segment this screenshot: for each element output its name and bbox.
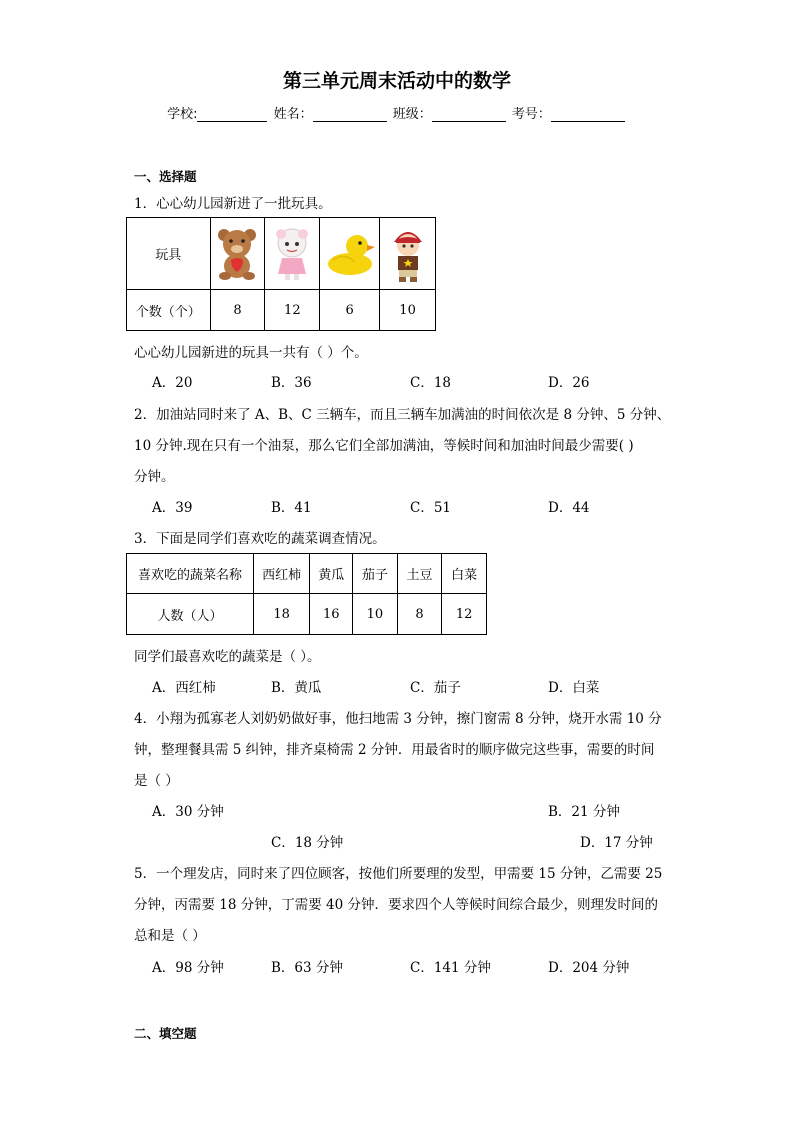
school-label: 学校:: [167, 107, 198, 122]
vegetable-name-cell: 土豆: [397, 554, 442, 594]
q2-option-a[interactable]: A．39: [152, 500, 193, 516]
exam-blank[interactable]: [551, 107, 625, 122]
exam-label: 考号：: [511, 107, 551, 122]
q3-question: 同学们最喜欢吃的蔬菜是（ ）。: [134, 649, 321, 665]
people-count-cell: 10: [353, 594, 398, 635]
q3-option-c[interactable]: C．茄子: [410, 680, 461, 696]
q1-option-d[interactable]: D．26: [548, 375, 590, 391]
toy-header-cell: 玩具: [127, 218, 211, 290]
toy-table: [126, 217, 436, 331]
name-blank[interactable]: [313, 107, 387, 122]
q1-option-a[interactable]: A．20: [152, 375, 193, 391]
q5-line-3: 总和是（ ）: [134, 928, 206, 944]
q1-question: 心心幼儿园新进的玩具一共有（ ）个。: [134, 345, 368, 361]
page-title: 第三单元周末活动中的数学: [282, 70, 511, 92]
q4-option-b[interactable]: B．21 分钟: [548, 804, 620, 820]
section-heading-choice: 一、选择题: [134, 169, 197, 184]
people-count-cell: 8: [397, 594, 442, 635]
q4-line-3: 是（ ）: [134, 773, 179, 789]
toy-cell: [380, 218, 436, 290]
count-cell: 12: [265, 290, 320, 331]
count-header-cell: 个数（个）: [127, 290, 211, 331]
q5-option-c[interactable]: C．141 分钟: [410, 960, 491, 976]
q2-option-d[interactable]: D．44: [548, 500, 590, 516]
q5-option-b[interactable]: B．63 分钟: [271, 960, 343, 976]
q5-option-d[interactable]: D．204 分钟: [548, 960, 630, 976]
people-count-cell: 18: [253, 594, 310, 635]
count-cell: 6: [320, 290, 380, 331]
sheep-doll-icon: [272, 226, 312, 282]
q4-line-1: 4．小翔为孤寡老人刘奶奶做好事，他扫地需 3 分钟，擦门窗需 8 分钟，烧开水需 10 分: [134, 711, 662, 727]
people-header-cell: 人数（人）: [127, 594, 254, 635]
q4-option-c[interactable]: C．18 分钟: [271, 835, 344, 851]
people-count-cell: 12: [442, 594, 487, 635]
section-heading-fill: 二、填空题: [134, 1026, 197, 1041]
q3-option-a[interactable]: A．西红柿: [152, 680, 216, 696]
toy-cell: [265, 218, 320, 290]
q4-option-a[interactable]: A．30 分钟: [152, 804, 224, 820]
q2-option-c[interactable]: C．51: [410, 500, 452, 516]
q3-option-d[interactable]: D．白菜: [548, 680, 600, 696]
class-blank[interactable]: [432, 107, 506, 122]
vegetable-name-cell: 白菜: [442, 554, 487, 594]
q1-option-c[interactable]: C．18: [410, 375, 452, 391]
vegetable-name-cell: 茄子: [353, 554, 398, 594]
q2-option-b[interactable]: B．41: [271, 500, 312, 516]
duck-icon: [325, 232, 375, 276]
student-info-line: [0, 103, 794, 122]
class-label: 班级：: [392, 107, 432, 122]
q2-line-1: 2．加油站同时来了 A、B、C 三辆车，而且三辆车加满油的时间依次是 8 分钟、5 分钟、: [134, 407, 671, 423]
q5-line-1: 5．一个理发店，同时来了四位顾客，按他们所要理的发型，甲需要 15 分钟，乙需要 25: [134, 866, 663, 882]
toy-cell: [320, 218, 380, 290]
vegetable-name-cell: 西红柿: [253, 554, 310, 594]
q4-option-d[interactable]: D．17 分钟: [580, 835, 653, 851]
toy-cell: [210, 218, 265, 290]
bear-icon: [215, 226, 259, 282]
count-cell: 8: [210, 290, 265, 331]
q3-option-b[interactable]: B．黄瓜: [271, 680, 322, 696]
count-cell: 10: [380, 290, 436, 331]
q5-option-a[interactable]: A．98 分钟: [152, 960, 224, 976]
q5-line-2: 分钟，丙需要 18 分钟，丁需要 40 分钟．要求四个人等候时间综合最少，则理发时间的: [134, 897, 659, 913]
q4-line-2: 钟，整理餐具需 5 纠钟，排齐桌椅需 2 分钟．用最省时的顺序做完这些事，需要的时间: [134, 742, 655, 758]
vegetable-header-cell: 喜欢吃的蔬菜名称: [127, 554, 254, 594]
people-count-cell: 16: [310, 594, 353, 635]
vegetable-name-cell: 黄瓜: [310, 554, 353, 594]
doll-icon: [388, 224, 428, 284]
school-blank[interactable]: [197, 107, 267, 122]
q1-stem: 1．心心幼儿园新进了一批玩具。: [134, 196, 332, 212]
name-label: 姓名：: [273, 107, 313, 122]
q2-line-3: 分钟。: [134, 469, 175, 485]
q3-stem: 3．下面是同学们喜欢吃的蔬菜调查情况。: [134, 531, 386, 547]
q2-line-2: 10 分钟.现在只有一个油泵，那么它们全部加满油，等候时间和加油时间最少需要( ): [134, 438, 634, 454]
q1-option-b[interactable]: B．36: [271, 375, 312, 391]
vegetable-table: [126, 553, 487, 635]
